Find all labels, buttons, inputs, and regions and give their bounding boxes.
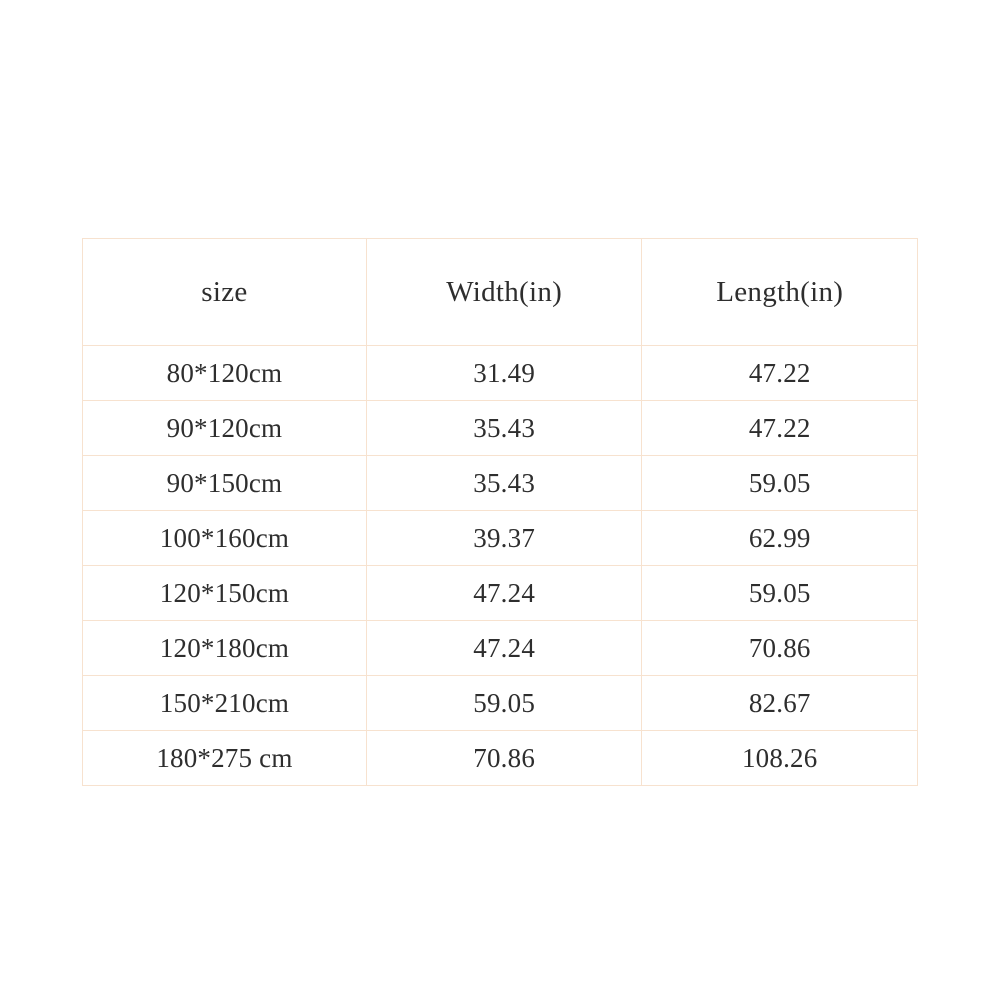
table-header <box>83 239 918 346</box>
cell-width: 35.43 <box>366 401 642 456</box>
cell-width: 59.05 <box>366 676 642 731</box>
cell-size: 90*120cm <box>83 401 367 456</box>
cell-size: 80*120cm <box>83 346 367 401</box>
table-header-row <box>83 239 918 346</box>
cell-size: 150*210cm <box>83 676 367 731</box>
cell-length: 59.05 <box>642 566 918 621</box>
cell-size: 90*150cm <box>83 456 367 511</box>
cell-width: 31.49 <box>366 346 642 401</box>
table-row <box>83 621 918 676</box>
table-row <box>83 401 918 456</box>
column-header-size: size <box>83 239 367 346</box>
table-row <box>83 676 918 731</box>
table-row <box>83 346 918 401</box>
table-row <box>83 511 918 566</box>
size-chart-container <box>82 238 918 786</box>
cell-width: 70.86 <box>366 731 642 786</box>
cell-length: 47.22 <box>642 346 918 401</box>
cell-length: 59.05 <box>642 456 918 511</box>
cell-length: 62.99 <box>642 511 918 566</box>
cell-length: 82.67 <box>642 676 918 731</box>
size-table <box>82 238 918 786</box>
cell-size: 120*150cm <box>83 566 367 621</box>
cell-length: 70.86 <box>642 621 918 676</box>
cell-width: 47.24 <box>366 621 642 676</box>
cell-width: 35.43 <box>366 456 642 511</box>
cell-width: 39.37 <box>366 511 642 566</box>
column-header-width: Width(in) <box>366 239 642 346</box>
cell-size: 120*180cm <box>83 621 367 676</box>
cell-size: 100*160cm <box>83 511 367 566</box>
cell-length: 108.26 <box>642 731 918 786</box>
table-row <box>83 731 918 786</box>
table-row <box>83 456 918 511</box>
column-header-length: Length(in) <box>642 239 918 346</box>
table-body <box>83 346 918 786</box>
table-row <box>83 566 918 621</box>
cell-length: 47.22 <box>642 401 918 456</box>
cell-size: 180*275 cm <box>83 731 367 786</box>
cell-width: 47.24 <box>366 566 642 621</box>
